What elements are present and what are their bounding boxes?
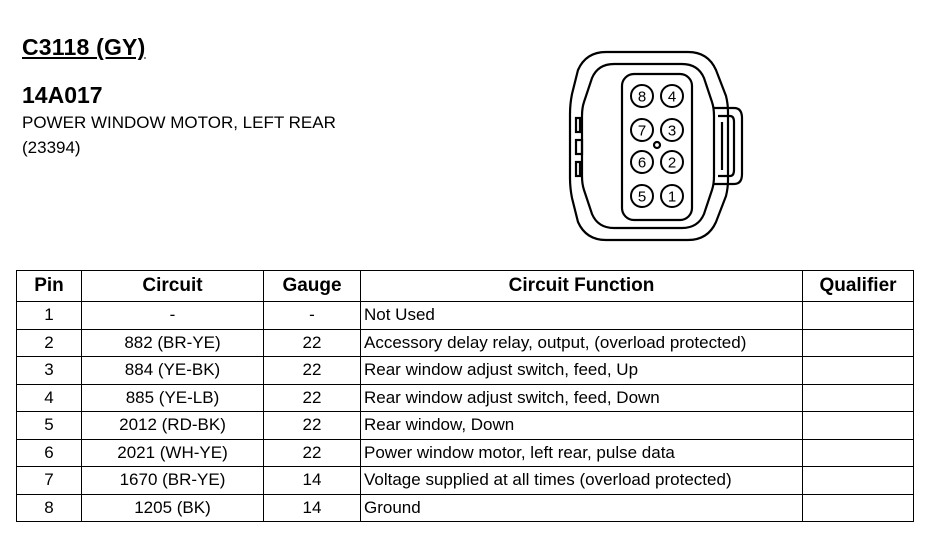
pin-table-header-row <box>17 271 914 302</box>
qualifier-cell <box>803 412 914 440</box>
pin-cell: 8 <box>17 494 82 522</box>
gauge-cell: 22 <box>264 357 361 385</box>
table-row <box>17 329 914 357</box>
qualifier-cell <box>803 302 914 330</box>
pin-cell: 1 <box>17 302 82 330</box>
function-cell: Accessory delay relay, output, (overload protected) <box>361 329 803 357</box>
pin-number-label: 7 <box>637 122 647 140</box>
pin-table <box>16 270 914 522</box>
gauge-cell: 22 <box>264 384 361 412</box>
function-cell: Not Used <box>361 302 803 330</box>
pin-number-label: 2 <box>667 154 677 172</box>
table-row <box>17 357 914 385</box>
pin-cell: 6 <box>17 439 82 467</box>
circuit-cell: 2012 (RD-BK) <box>82 412 264 440</box>
part-number: 14A017 <box>22 82 103 108</box>
qualifier-cell <box>803 357 914 385</box>
reference-number: (23394) <box>22 138 81 157</box>
table-row <box>17 467 914 495</box>
table-row <box>17 384 914 412</box>
qualifier-cell <box>803 467 914 495</box>
connector-face-diagram <box>568 48 748 244</box>
gauge-cell: 14 <box>264 467 361 495</box>
header-pin: Pin <box>17 271 82 302</box>
pin-cell: 4 <box>17 384 82 412</box>
header-qualifier: Qualifier <box>803 271 914 302</box>
pin-number-label: 4 <box>667 88 677 106</box>
circuit-cell: 1205 (BK) <box>82 494 264 522</box>
left-key-middle <box>576 140 582 154</box>
gauge-cell: 22 <box>264 439 361 467</box>
table-row <box>17 412 914 440</box>
qualifier-cell <box>803 384 914 412</box>
connector-id: C3118 (GY) <box>22 34 146 60</box>
circuit-cell: 885 (YE-LB) <box>82 384 264 412</box>
pin-number-label: 6 <box>637 154 647 172</box>
function-cell: Ground <box>361 494 803 522</box>
function-cell: Power window motor, left rear, pulse data <box>361 439 803 467</box>
circuit-cell: 2021 (WH-YE) <box>82 439 264 467</box>
function-cell: Voltage supplied at all times (overload protected) <box>361 467 803 495</box>
gauge-cell: 22 <box>264 329 361 357</box>
circuit-cell: 1670 (BR-YE) <box>82 467 264 495</box>
qualifier-cell <box>803 329 914 357</box>
pin-cell: 7 <box>17 467 82 495</box>
pin-cell: 3 <box>17 357 82 385</box>
function-cell: Rear window adjust switch, feed, Up <box>361 357 803 385</box>
pin-number-label: 5 <box>637 188 647 206</box>
qualifier-cell <box>803 494 914 522</box>
pin-number-label: 3 <box>667 122 677 140</box>
component-description: POWER WINDOW MOTOR, LEFT REAR <box>22 113 336 132</box>
pin-number-label: 8 <box>637 88 647 106</box>
circuit-cell: - <box>82 302 264 330</box>
pin-cell: 5 <box>17 412 82 440</box>
pin-cell: 2 <box>17 329 82 357</box>
table-row <box>17 494 914 522</box>
circuit-cell: 884 (YE-BK) <box>82 357 264 385</box>
table-row <box>17 302 914 330</box>
header-circuit: Circuit <box>82 271 264 302</box>
pin-number-label: 1 <box>667 188 677 206</box>
qualifier-cell <box>803 439 914 467</box>
header-gauge: Gauge <box>264 271 361 302</box>
function-cell: Rear window, Down <box>361 412 803 440</box>
left-key-bottom <box>576 162 580 176</box>
gauge-cell: 14 <box>264 494 361 522</box>
function-cell: Rear window adjust switch, feed, Down <box>361 384 803 412</box>
gauge-cell: 22 <box>264 412 361 440</box>
header-circuit-function: Circuit Function <box>361 271 803 302</box>
circuit-cell: 882 (BR-YE) <box>82 329 264 357</box>
gauge-cell: - <box>264 302 361 330</box>
left-key-top <box>576 118 580 132</box>
table-row <box>17 439 914 467</box>
